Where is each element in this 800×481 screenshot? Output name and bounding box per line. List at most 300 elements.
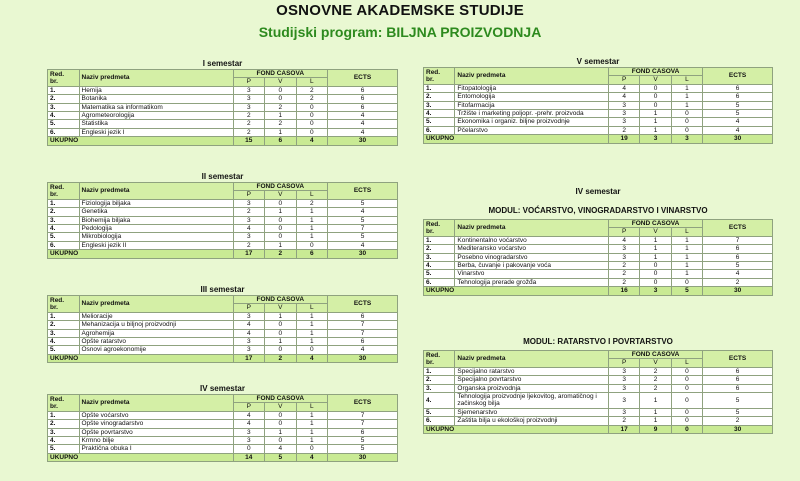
hours-v: 0	[265, 329, 297, 337]
col-red-br	[424, 68, 455, 85]
hours-p: 2	[608, 278, 639, 286]
ects-value: 6	[328, 338, 398, 346]
row-number: 3.	[48, 103, 80, 111]
courses-table	[47, 295, 398, 363]
hours-v: 1	[265, 112, 297, 120]
br-label: br.	[50, 303, 58, 311]
hours-v: 0	[640, 262, 671, 270]
ects-value: 2	[703, 417, 773, 425]
row-number: 3.	[48, 329, 80, 337]
table-row	[48, 346, 398, 354]
hours-p: 4	[608, 84, 639, 92]
table-row	[424, 110, 773, 118]
col-naziv: Naziv predmeta	[79, 183, 233, 200]
hours-v: 0	[640, 278, 671, 286]
hours-v: 1	[265, 428, 297, 436]
col-p: P	[233, 191, 265, 199]
hours-l: 1	[671, 245, 702, 253]
col-naziv: Naziv predmeta	[79, 395, 233, 412]
hours-l: 0	[671, 408, 702, 416]
table-row	[48, 103, 398, 111]
course-name: Opšte vinogradarstvo	[79, 420, 233, 428]
course-name: Osnovi agroekonomije	[79, 346, 233, 354]
header-row	[424, 220, 773, 228]
row-number: 4.	[48, 437, 80, 445]
table-row	[424, 376, 773, 384]
col-naziv: Naziv predmeta	[455, 220, 609, 237]
course-name: Kontinentalno voćarstvo	[455, 236, 609, 244]
ects-value: 4	[703, 118, 773, 126]
row-number: 5.	[424, 270, 455, 278]
row-number: 4.	[424, 110, 455, 118]
br-label: br.	[50, 402, 58, 410]
total-ects: 30	[328, 137, 398, 145]
total-l: 6	[296, 250, 328, 258]
red-label: Red.	[50, 296, 65, 304]
br-label: br.	[50, 77, 58, 85]
course-name: Melioracije	[79, 312, 233, 320]
header-row	[48, 183, 398, 191]
hours-l: 2	[296, 86, 328, 94]
col-red-br	[48, 296, 80, 313]
semester-heading: IV semestar	[200, 384, 245, 393]
total-row	[424, 287, 773, 295]
ects-value: 6	[703, 245, 773, 253]
hours-v: 0	[265, 321, 297, 329]
total-ects: 30	[328, 250, 398, 258]
row-number: 3.	[48, 216, 80, 224]
table-row	[48, 216, 398, 224]
ects-value: 4	[703, 126, 773, 134]
ects-value: 4	[328, 208, 398, 216]
hours-l: 2	[296, 95, 328, 103]
course-name: Entomologija	[455, 93, 609, 101]
hours-p: 3	[233, 233, 265, 241]
row-number: 5.	[48, 233, 80, 241]
semester-block	[47, 58, 398, 146]
hours-l: 1	[671, 270, 702, 278]
red-label: Red.	[426, 351, 441, 359]
total-p: 16	[608, 287, 639, 295]
total-l: 4	[296, 453, 328, 461]
total-label: UKUPNO	[48, 354, 234, 362]
red-label: Red.	[426, 220, 441, 228]
hours-p: 4	[233, 329, 265, 337]
table-row	[424, 278, 773, 286]
hours-v: 1	[265, 338, 297, 346]
col-ects: ECTS	[703, 68, 773, 85]
row-number: 1.	[424, 367, 455, 375]
total-ects: 30	[703, 287, 773, 295]
hours-l: 0	[296, 128, 328, 136]
semester-heading: II semestar	[201, 172, 244, 181]
col-v: V	[640, 76, 671, 84]
total-l: 0	[671, 425, 702, 433]
col-v: V	[640, 359, 671, 367]
total-l: 4	[296, 137, 328, 145]
table-row	[424, 126, 773, 134]
hours-l: 1	[296, 208, 328, 216]
ects-value: 6	[703, 384, 773, 392]
table-row	[424, 270, 773, 278]
col-fond: FOND ČASOVA	[233, 296, 328, 304]
total-ects: 30	[703, 425, 773, 433]
col-v: V	[265, 78, 297, 86]
hours-p: 3	[233, 428, 265, 436]
hours-l: 1	[296, 411, 328, 419]
course-name: Engleski jezik II	[79, 241, 233, 249]
table-row	[48, 420, 398, 428]
hours-l: 1	[296, 420, 328, 428]
hours-p: 2	[233, 112, 265, 120]
hours-l: 1	[296, 338, 328, 346]
semester-block	[47, 383, 398, 462]
col-ects: ECTS	[328, 395, 398, 412]
table-row	[48, 241, 398, 249]
hours-l: 1	[671, 236, 702, 244]
ects-value: 4	[328, 112, 398, 120]
ects-value: 5	[328, 216, 398, 224]
row-number: 6.	[424, 278, 455, 286]
row-number: 1.	[48, 411, 80, 419]
col-red-br	[48, 70, 80, 87]
course-name: Matematika sa informatikom	[79, 103, 233, 111]
ects-value: 4	[328, 128, 398, 136]
hours-p: 3	[608, 384, 639, 392]
row-number: 5.	[48, 346, 80, 354]
row-number: 4.	[424, 262, 455, 270]
hours-v: 1	[640, 393, 671, 409]
hours-l: 1	[671, 84, 702, 92]
hours-p: 4	[233, 225, 265, 233]
course-name: Sjemenarstvo	[455, 408, 609, 416]
courses-table	[47, 394, 398, 462]
module-block	[423, 186, 773, 296]
hours-p: 2	[608, 270, 639, 278]
hours-l: 0	[296, 346, 328, 354]
hours-l: 0	[296, 241, 328, 249]
ects-value: 5	[703, 101, 773, 109]
table-row	[424, 93, 773, 101]
table-row	[48, 312, 398, 320]
hours-v: 4	[265, 445, 297, 453]
semester-heading: V semestar	[576, 57, 620, 66]
col-l: L	[296, 403, 328, 411]
courses-table	[423, 219, 773, 296]
header-row	[424, 351, 773, 359]
table-row	[48, 199, 398, 207]
courses-table	[47, 69, 398, 146]
hours-v: 1	[640, 245, 671, 253]
hours-l: 0	[671, 393, 702, 409]
hours-v: 2	[265, 103, 297, 111]
hours-p: 3	[233, 103, 265, 111]
br-label: br.	[50, 190, 58, 198]
ects-value: 7	[328, 411, 398, 419]
hours-p: 3	[233, 338, 265, 346]
row-number: 2.	[48, 420, 80, 428]
table-row	[424, 384, 773, 392]
ects-value: 7	[328, 420, 398, 428]
ects-value: 6	[703, 84, 773, 92]
hours-p: 2	[608, 262, 639, 270]
row-number: 3.	[424, 384, 455, 392]
module-heading: MODUL: VOĆARSTVO, VINOGRADARSTVO I VINARSTVO	[488, 206, 708, 215]
table-row	[48, 95, 398, 103]
col-ects: ECTS	[328, 296, 398, 313]
table-row	[48, 225, 398, 233]
hours-p: 3	[608, 110, 639, 118]
row-number: 5.	[48, 445, 80, 453]
table-row	[48, 329, 398, 337]
hours-l: 0	[296, 112, 328, 120]
total-v: 9	[640, 425, 671, 433]
hours-v: 0	[265, 95, 297, 103]
col-red-br	[48, 183, 80, 200]
total-label: UKUPNO	[424, 287, 609, 295]
hours-l: 0	[671, 367, 702, 375]
total-row	[424, 425, 773, 433]
row-number: 2.	[424, 376, 455, 384]
ects-value: 4	[328, 120, 398, 128]
course-name: Specijalno ratarstvo	[455, 367, 609, 375]
total-label: UKUPNO	[48, 250, 234, 258]
course-name: Opšte voćarstvo	[79, 411, 233, 419]
hours-v: 1	[265, 312, 297, 320]
table-row	[48, 233, 398, 241]
hours-p: 3	[608, 376, 639, 384]
ects-value: 6	[703, 367, 773, 375]
row-number: 2.	[48, 95, 80, 103]
hours-v: 0	[265, 216, 297, 224]
table-row	[48, 112, 398, 120]
table-row	[424, 118, 773, 126]
hours-p: 4	[233, 411, 265, 419]
hours-l: 1	[296, 329, 328, 337]
hours-l: 1	[296, 216, 328, 224]
col-p: P	[233, 403, 265, 411]
ects-value: 5	[703, 110, 773, 118]
total-label: UKUPNO	[424, 425, 609, 433]
course-name: Praktična obuka I	[79, 445, 233, 453]
col-v: V	[265, 304, 297, 312]
hours-p: 3	[233, 95, 265, 103]
header-row	[48, 70, 398, 78]
col-naziv: Naziv predmeta	[455, 351, 609, 368]
hours-l: 0	[671, 417, 702, 425]
br-label: br.	[426, 75, 434, 83]
col-p: P	[608, 76, 639, 84]
hours-p: 2	[233, 241, 265, 249]
hours-v: 1	[640, 110, 671, 118]
col-p: P	[608, 228, 639, 236]
hours-p: 3	[233, 346, 265, 354]
total-p: 17	[233, 354, 265, 362]
course-name: Zaštita bilja u ekološkoj proizvodnji	[455, 417, 609, 425]
hours-p: 3	[233, 216, 265, 224]
col-naziv: Naziv predmeta	[79, 70, 233, 87]
hours-p: 4	[608, 236, 639, 244]
hours-l: 1	[296, 225, 328, 233]
course-name: Mikrobiologija	[79, 233, 233, 241]
total-l: 5	[671, 287, 702, 295]
course-name: Botanika	[79, 95, 233, 103]
red-label: Red.	[50, 70, 65, 78]
hours-l: 0	[296, 103, 328, 111]
hours-v: 0	[640, 84, 671, 92]
col-l: L	[296, 304, 328, 312]
course-name: Agrometeorologija	[79, 112, 233, 120]
row-number: 2.	[424, 245, 455, 253]
hours-l: 0	[671, 110, 702, 118]
hours-v: 0	[265, 86, 297, 94]
col-fond: FOND ČASOVA	[608, 220, 702, 228]
total-label: UKUPNO	[424, 135, 609, 143]
table-row	[48, 437, 398, 445]
total-p: 19	[608, 135, 639, 143]
ects-value: 2	[703, 278, 773, 286]
table-row	[48, 338, 398, 346]
col-v: V	[640, 228, 671, 236]
row-number: 5.	[424, 118, 455, 126]
total-label: UKUPNO	[48, 453, 234, 461]
total-v: 3	[640, 135, 671, 143]
hours-v: 0	[640, 93, 671, 101]
course-name: Organska proizvodnja	[455, 384, 609, 392]
header-row	[48, 296, 398, 304]
hours-v: 0	[265, 346, 297, 354]
col-v: V	[265, 191, 297, 199]
module-block	[423, 328, 773, 434]
hours-p: 3	[233, 86, 265, 94]
total-row	[48, 453, 398, 461]
hours-l: 1	[296, 428, 328, 436]
hours-p: 2	[233, 128, 265, 136]
course-name: Genetika	[79, 208, 233, 216]
br-label: br.	[426, 358, 434, 366]
table-row	[424, 101, 773, 109]
course-name: Biohemija biljaka	[79, 216, 233, 224]
ects-value: 5	[703, 393, 773, 409]
row-number: 6.	[424, 126, 455, 134]
col-l: L	[296, 78, 328, 86]
hours-v: 0	[265, 199, 297, 207]
table-row	[48, 445, 398, 453]
courses-table	[423, 350, 773, 434]
row-number: 6.	[48, 241, 80, 249]
course-name: Statistika	[79, 120, 233, 128]
ects-value: 5	[328, 445, 398, 453]
row-number: 4.	[48, 225, 80, 233]
hours-v: 1	[640, 417, 671, 425]
hours-p: 3	[233, 437, 265, 445]
total-row	[48, 354, 398, 362]
courses-table	[47, 182, 398, 259]
total-l: 4	[296, 354, 328, 362]
hours-l: 1	[296, 321, 328, 329]
semester-heading: III semestar	[200, 285, 245, 294]
col-l: L	[671, 359, 702, 367]
col-l: L	[296, 191, 328, 199]
ects-value: 6	[703, 253, 773, 261]
row-number: 1.	[48, 312, 80, 320]
total-v: 2	[265, 354, 297, 362]
col-fond: FOND ČASOVA	[608, 351, 702, 359]
row-number: 1.	[48, 199, 80, 207]
col-red-br	[424, 220, 455, 237]
total-ects: 30	[703, 135, 773, 143]
header-row	[48, 395, 398, 403]
total-label: UKUPNO	[48, 137, 234, 145]
ects-value: 6	[703, 376, 773, 384]
semester-block	[423, 56, 773, 144]
hours-v: 2	[640, 384, 671, 392]
course-name: Tehnologija prerade grožđa	[455, 278, 609, 286]
ects-value: 6	[328, 428, 398, 436]
row-number: 4.	[48, 112, 80, 120]
hours-v: 0	[265, 233, 297, 241]
row-number: 2.	[48, 321, 80, 329]
ects-value: 4	[703, 270, 773, 278]
course-name: Agrohemija	[79, 329, 233, 337]
course-name: Berba, čuvanje i pakovanje voća	[455, 262, 609, 270]
col-l: L	[671, 228, 702, 236]
col-naziv: Naziv predmeta	[79, 296, 233, 313]
hours-l: 0	[296, 445, 328, 453]
hours-v: 2	[640, 367, 671, 375]
course-name: Fiziologija biljaka	[79, 199, 233, 207]
table-row	[48, 128, 398, 136]
semester-block	[47, 284, 398, 363]
hours-l: 1	[671, 93, 702, 101]
ects-value: 6	[328, 103, 398, 111]
course-name: Mediteransko voćarstvo	[455, 245, 609, 253]
hours-l: 1	[296, 233, 328, 241]
hours-l: 0	[671, 118, 702, 126]
col-ects: ECTS	[328, 183, 398, 200]
col-ects: ECTS	[703, 220, 773, 237]
col-ects: ECTS	[703, 351, 773, 368]
table-row	[48, 86, 398, 94]
col-fond: FOND ČASOVA	[233, 70, 328, 78]
row-number: 5.	[424, 408, 455, 416]
courses-table	[423, 67, 773, 144]
table-row	[424, 262, 773, 270]
ects-value: 5	[703, 408, 773, 416]
hours-p: 3	[608, 245, 639, 253]
row-number: 5.	[48, 120, 80, 128]
red-label: Red.	[426, 68, 441, 76]
row-number: 3.	[424, 101, 455, 109]
total-v: 2	[265, 250, 297, 258]
col-fond: FOND ČASOVA	[233, 183, 328, 191]
hours-l: 1	[671, 262, 702, 270]
hours-v: 0	[265, 411, 297, 419]
row-number: 4.	[424, 393, 455, 409]
table-row	[424, 253, 773, 261]
col-ects: ECTS	[328, 70, 398, 87]
total-row	[48, 137, 398, 145]
hours-v: 0	[640, 270, 671, 278]
hours-p: 4	[233, 420, 265, 428]
ects-value: 7	[328, 329, 398, 337]
col-red-br	[424, 351, 455, 368]
ects-value: 5	[328, 437, 398, 445]
course-name: Opšte ratarstvo	[79, 338, 233, 346]
row-number: 2.	[424, 93, 455, 101]
hours-p: 2	[608, 126, 639, 134]
total-p: 17	[608, 425, 639, 433]
